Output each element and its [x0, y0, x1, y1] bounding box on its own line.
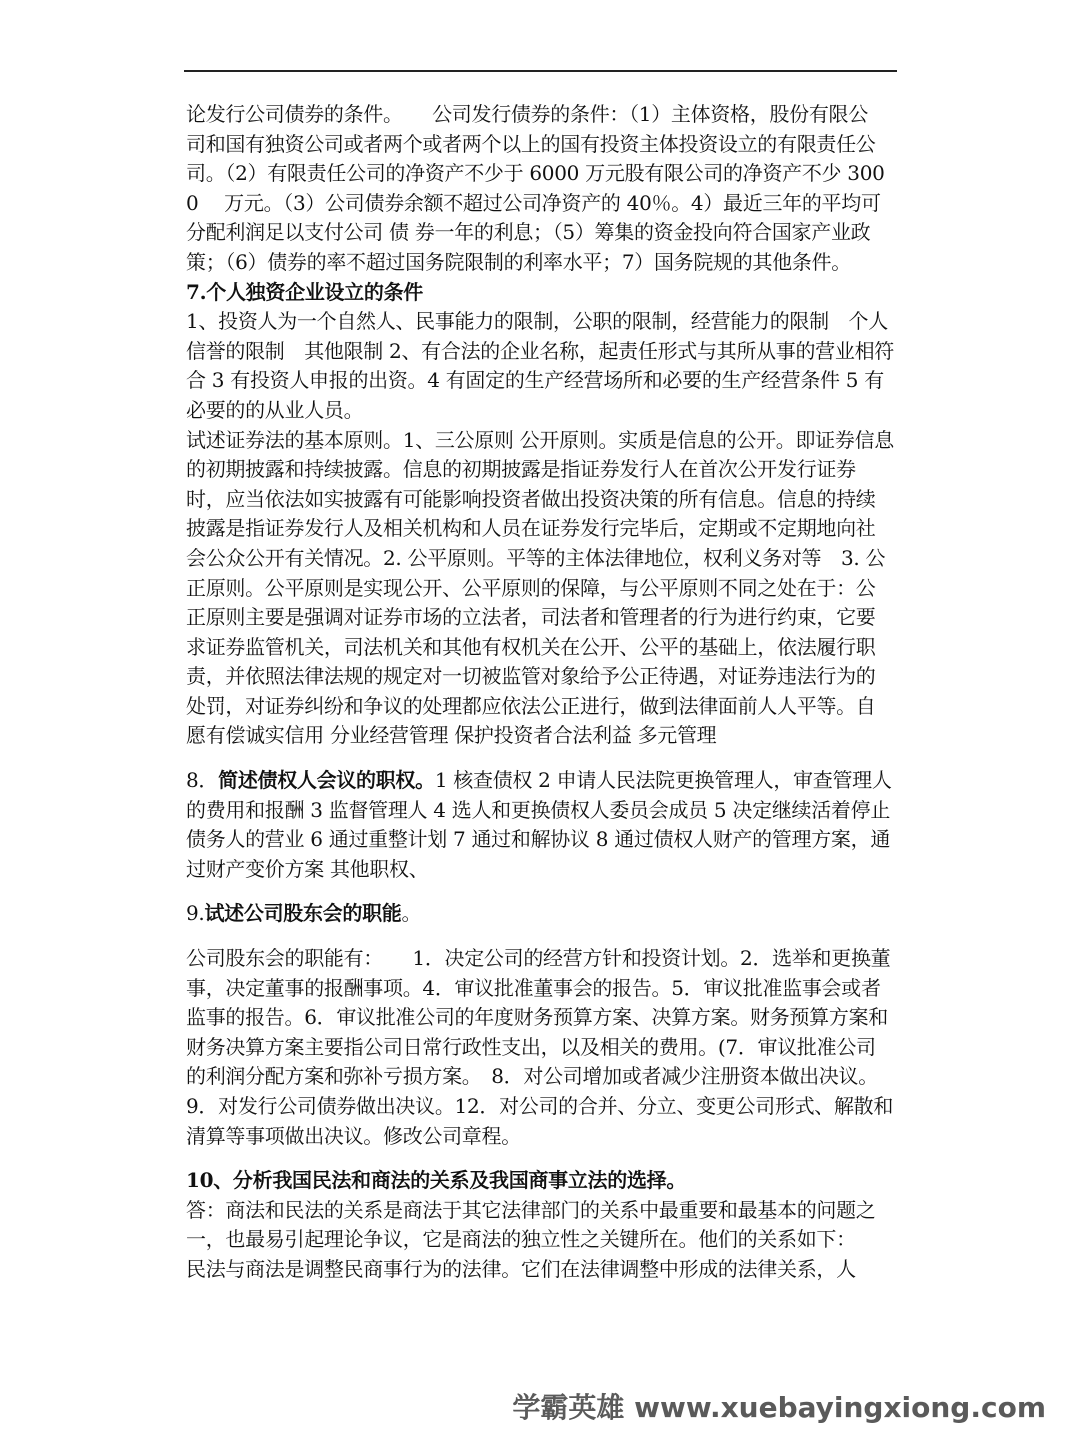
section-number-9: 9.: [186, 901, 205, 926]
heading-shareholders-meeting-line: [186, 899, 894, 929]
site-watermark: 学霸英雄 www.xuebayingxiong.com: [512, 1391, 1046, 1424]
paragraph-creditors-meeting: [186, 766, 894, 884]
paragraph-bond-conditions: 司和国有独资公司或者两个或者两个以上的国有投资主体投资设立的有限责任公司。（2）有限责任公司的净资产不少于 6000 万元股有限公司的净资产不少 3000 万元。（3）公司债券余额不超过公司净资产的 40％。4）最近三年的平均可分配利润足以支付公司 债 券一年的利息；（5）筹集的资金投向符合国家产业政策；（6）债券的率不超过国务院限制的利率水平；7）国务院规的其他条件。: [186, 131, 885, 274]
header-rule: [184, 70, 897, 72]
paragraph-sole-proprietorship: 1、投资人为一个自然人、民事能力的限制，公职的限制，经营能力的限制 个人信誉的限制 其他限制 2、有合法的企业名称，起责任形式与其所从事的营业相符合 3 有投资人申报的出资。4 有固定的生产经营场所和必要的生产经营条件 5 有必要的的从业人员。: [186, 309, 894, 422]
paragraph-civil-commercial-law: 民法与商法是调整民商事行为的法律。它们在法律调整中形成的法律关系，人: [186, 1256, 856, 1281]
heading-civil-commercial-law: 10、分析我国民法和商法的关系及我国商事立法的选择。: [186, 1168, 687, 1193]
heading-period: 。: [401, 901, 422, 926]
paragraph-shareholders-meeting: 公司股东会的职能有： 1．决定公司的经营方针和投资计划。2．选举和更换董事，决定董事的报酬事项。4．审议批准董事会的报告。5．审议批准监事会或者监事的报告。6．审议批准公司的年度财务预算方案、决算方案。财务预算方案和财务决算方案主要指公司日常行政性支出，以及相关的费用。(7．审议批准公司的利润分配方案和弥补亏损方案。 8．对公司增加或者减少注册资本做出决议。9．对发行公司债券做出决议。12．对公司的合并、分立、变更公司形式、解散和清算等事项做出决议。修改公司章程。: [186, 946, 894, 1148]
heading-shareholders-meeting: 试述公司股东会的职能: [204, 901, 402, 926]
paragraph-securities-principles: 试述证券法的基本原则。1、三公原则 公开原则。实质是信息的公开。即证券信息的初期披露和持续披露。信息的初期披露是指证券发行人在首次公开发行证券时，应当依法如实披露有可能影响投资者做出投资决策的所有信息。信息的持续披露是指证券发行人及相关机构和人员在证券发行完毕后，定期或不定期地向社会公众公开有关情况。2. 公平原则。平等的主体法律地位，权利义务对等 3. 公正原则。公平原则是实现公开、公平原则的保障，与公平原则不同之处在于：公正原则主要是强调对证券市场的立法者，司法者和管理者的行为进行约束，它要求证券监管机关，司法机关和其他有权机关在公开、公平的基础上，依法履行职责，并依照法律法规的规定对一切被监管对象给予公正待遇，对证券违法行为的处罚，对证券纠纷和争议的处理都应依法公正进行，做到法律面前人人平等。自愿有偿诚实信用 分业经营管理 保护投资者合法利益 多元管理: [186, 427, 894, 748]
heading-sole-proprietorship: 7.个人独资企业设立的条件: [186, 279, 423, 304]
heading-creditors-meeting: 简述债权人会议的职权。: [218, 768, 435, 793]
paragraph-bond-conditions-intro: 论发行公司债券的条件。 公司发行债券的条件：（1）主体资格，股份有限公: [186, 102, 868, 126]
document-body: [186, 100, 894, 1285]
paragraph-civil-commercial-answer: 答：商法和民法的关系是商法于其它法律部门的关系中最重要和最基本的问题之一，也最易引起理论争议，它是商法的独立性之关键所在。他们的关系如下：: [186, 1197, 876, 1252]
section-number-8: 8．: [186, 768, 219, 793]
creditors-meeting-text: 1 核查债权 2 申请人民法院更换管理人，审查管理人的费用和报酬 3 监督管理人 4 选人和更换债权人委员会成员 5 决定继续活着停止债务人的营业 6 通过重整计划 7 通过和解协议 8 通过债权人财产的管理方案，通过财产变价方案 其他职权、: [186, 768, 892, 881]
